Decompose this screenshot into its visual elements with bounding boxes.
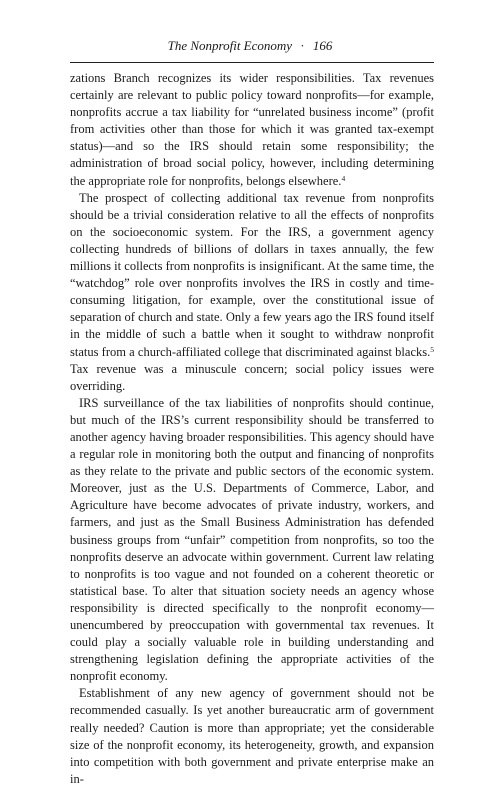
paragraph-3-text: IRS surveillance of the tax liabilities of nonprofits should continue, but much of the IRS’s current responsibility should be transferred to another agency having broader responsibilities. This agency should have a regular role in monitoring both the output and financing of nonprofits as they relate to the private and public sectors of the economic system. Moreover, just as the U.S. Departments of Commerce, Labor, and Agriculture have become advocates of private industry, workers, and farmers, and just as the Small Business Administration has defended business groups from “unfair” competition from nonprofits, so too the nonprofits deserve an advocate within government. Current law relating to nonprofits is too vague and not founded on a coherent theoretic or statistical base. To alter that situation society needs an agency whose responsibility is directed specifically to the nonprofit economy—unencumbered by preoccupation with governmental tax revenues. It could play a socially valuable role in building understanding and strengthening legislation defining the appropriate activities of the nonprofit economy. [70, 395, 434, 684]
paragraph-2 [70, 190, 434, 395]
body-text [70, 70, 434, 788]
paragraph-3 [70, 395, 434, 686]
paragraph-4-text: Establishment of any new agency of government should not be recommended casually. Is yet another bureaucratic arm of government really needed? Caution is more than appropriate; yet the considerable size of the nonprofit economy, its heterogeneity, growth, and expansion into competition with both government and private enterprise make an in- [70, 686, 434, 786]
paragraph-2-text: The prospect of collecting additional tax revenue from nonprofits should be a trivial consideration relative to all the effects of nonprofits on the socioeconomic system. For the IRS, a government agency collecting hundreds of billions of dollars in taxes annually, the few millions it collects from nonprofits is insignificant. At the same time, the “watchdog” role over nonprofits involves the IRS in costly and time-consuming litigation, for example, over the constitutional issue of separation of church and state. Only a few years ago the IRS found itself in the middle of such a battle when it sought to withdraw nonprofit status from a church-affiliated college that discriminated against blacks. [70, 190, 434, 359]
running-title: The Nonprofit Economy [167, 38, 293, 53]
footnote-ref-4: 4 [341, 173, 346, 183]
header-separator: · [300, 38, 305, 53]
paragraph-1-text: zations Branch recognizes its wider responsibilities. Tax revenues certainly are relevant to public policy toward nonprofits—for example, nonprofits accrue a tax liability for “unrelated business income” (profit from activities other than those for which it was granted tax-exempt status)—and so the IRS should retain some responsibility; the administration of broad social policy, however, including determining the appropriate role for nonprofits, belongs elsewhere. [70, 71, 434, 188]
paragraph-2-text-end: Tax revenue was a minuscule concern; social policy issues were overriding. [70, 361, 434, 393]
footnote-ref-5: 5 [430, 344, 434, 354]
paragraph-4 [70, 685, 434, 788]
paragraph-1 [70, 70, 434, 190]
page-number: 166 [312, 38, 333, 53]
running-head [0, 38, 500, 54]
header-rule [70, 62, 434, 63]
